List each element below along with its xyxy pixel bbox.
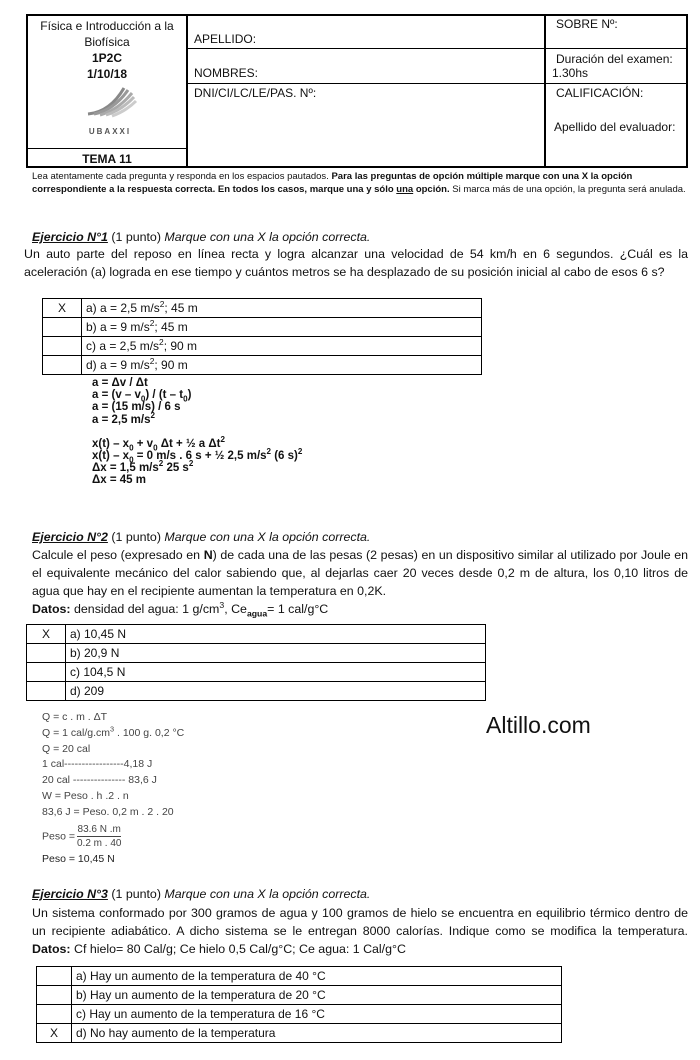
course-code: 1P2C — [91, 51, 123, 65]
ex1-work-line: $x(t) - x_0 = 0$ m/s . 6 s + ½ 2,5 $m/s^2$ (6 s)$^2$ — [92, 447, 303, 465]
apellido-label: APELLIDO: — [194, 32, 257, 46]
ex2-work-result: Peso = 10,45 N — [42, 852, 115, 865]
ex2-options-table — [26, 624, 486, 701]
ex1-statement: Un auto parte del reposo en línea recta y logra alcanzar una velocidad de 54 km/h en 6 segundos. ¿Cuál es la aceleración (a) lograda en ese tiempo y cuántos metros se ha desplazado de su posición inicial al cabo de esos 6 s? — [24, 247, 688, 279]
option-mark-cell[interactable]: X — [37, 1024, 72, 1043]
option-row — [43, 337, 482, 356]
option-row — [43, 299, 482, 318]
option-row — [37, 1024, 562, 1043]
instructions-part-3: una — [396, 184, 414, 195]
option-text: a) a = 2,5 $m/s^2$; 45 m — [82, 299, 482, 318]
ex3-instruction: Marque con una X la opción correcta. — [164, 887, 371, 901]
option-text: b) 20,9 N — [66, 644, 486, 663]
option-mark-cell[interactable] — [43, 318, 82, 337]
ex1-work-line: a = (15 m/s) / 6 s — [92, 401, 181, 414]
exam-date: 1/10/18 — [86, 67, 128, 81]
ex2-statement: Calcule el peso (expresado en N) de cada una de las pesas (2 pesas) en un dispositivo similar al utilizado por Joule en el equivalente mecánico del calor sabiendo que, al dejarlas caer 20 veces desde 0,2 m de altura, los 0,10 litros de agua que hay en el recipiente aumentan la temperatura en 0,2K. — [32, 548, 688, 598]
option-text: b) a = 9 $m/s^2$; 45 m — [82, 318, 482, 337]
option-row — [37, 986, 562, 1005]
ex2-work-line: Q = c . m . ΔT — [42, 711, 108, 723]
exam-header — [26, 14, 688, 168]
ex1-heading — [32, 230, 370, 244]
option-mark-cell[interactable] — [37, 986, 72, 1005]
ex3-points: (1 punto) — [111, 887, 161, 901]
option-text: d) No hay aumento de la temperatura — [72, 1024, 562, 1043]
option-text: b) Hay un aumento de la temperatura de 20 °C — [72, 986, 562, 1005]
option-row — [37, 1005, 562, 1024]
option-row — [27, 682, 486, 701]
ex2-work-line: 1 cal-----------------4,18 J — [42, 758, 153, 771]
instructions-part-2: Para las preguntas de opción múltiple marque con una X la opción correspondiente a la respuesta correcta. En todos los casos, marque una y sólo — [32, 171, 633, 195]
calificacion-label: CALIFICACIÓN: — [556, 86, 644, 100]
option-row — [27, 663, 486, 682]
option-row — [37, 967, 562, 986]
duracion-value: 1.30hs — [552, 66, 589, 80]
ex1-work-line: a = 2,5 $m/s^2$ — [92, 410, 155, 426]
header-course-info — [28, 16, 188, 166]
ex1-work-line: $a = (v - v_0) / (t - t_0)$ — [92, 389, 192, 404]
ex1-work — [92, 377, 302, 487]
ex3-title: Ejercicio N°3 — [32, 887, 108, 901]
uba-logo-icon — [80, 84, 140, 118]
option-mark-cell[interactable] — [27, 682, 66, 701]
ex3-heading — [32, 887, 370, 901]
ex2-work-line: Peso = $\frac{83.6 N .m}{0.2 m . 40}$ — [42, 823, 122, 849]
subject-line-1: Física e Introducción a la — [40, 19, 174, 33]
ex2-work-line: Q = 20 cal — [42, 742, 91, 755]
uba-logo — [80, 84, 140, 134]
ex2-title: Ejercicio N°2 — [32, 530, 108, 544]
logo-text: UBAXXI — [88, 127, 132, 136]
ex3-options-table — [36, 966, 562, 1043]
option-mark-cell[interactable] — [37, 967, 72, 986]
ex2-instruction: Marque con una X la opción correcta. — [164, 530, 371, 544]
sobre-label: SOBRE Nº: — [556, 17, 618, 31]
instructions-part-4: opción. — [415, 184, 450, 195]
ex2-work-line: W = Peso . h .2 . n — [42, 789, 129, 802]
option-mark-cell[interactable] — [27, 644, 66, 663]
option-text: d) 209 — [66, 682, 486, 701]
instructions-part-1: Lea atentamente cada pregunta y responda en los espacios pautados. — [32, 171, 329, 182]
option-text: a) Hay un aumento de la temperatura de 40 °C — [72, 967, 562, 986]
dni-label: DNI/CI/LC/LE/PAS. Nº: — [194, 86, 317, 100]
ex2-work-line: 83,6 J = Peso. 0,2 m . 2 . 20 — [42, 805, 174, 818]
option-row — [43, 356, 482, 375]
option-row — [43, 318, 482, 337]
option-text: c) Hay un aumento de la temperatura de 16 °C — [72, 1005, 562, 1024]
option-mark-cell[interactable] — [43, 356, 82, 375]
header-grading-fields — [546, 16, 686, 166]
ex2-points: (1 punto) — [111, 530, 161, 544]
ex2-work — [42, 710, 184, 867]
nombres-label: NOMBRES: — [194, 66, 259, 80]
ex3-statement: Un sistema conformado por 300 gramos de agua y 100 gramos de hielo se encuentra en equilibrio térmico dentro de un recipiente adiabático. A dicho sistema se le entregan 8000 calorías. Indique como se modifica la temperatura. Datos: Cf hielo= 80 Cal/g; Ce hielo 0,5 Cal/g°C; Ce agua: 1 Cal/g°C — [32, 906, 688, 956]
subject-line-2: Biofísica — [84, 35, 130, 49]
option-mark-cell[interactable] — [43, 337, 82, 356]
watermark: Altillo.com — [486, 712, 591, 738]
option-mark-cell[interactable] — [37, 1005, 72, 1024]
option-mark-cell[interactable]: X — [43, 299, 82, 318]
ex1-options-table — [42, 298, 482, 375]
ex2-heading — [32, 530, 370, 544]
ex2-work-line: Q = 1 cal/$g.cm^3$ . 100 g. 0,2 °C — [42, 724, 185, 739]
ex1-work-line: Δx = 45 m — [92, 474, 146, 487]
ex1-points: (1 punto) — [111, 230, 161, 244]
instructions-part-5: Si marca más de una opción, la pregunta será anulada. — [452, 184, 686, 195]
option-mark-cell[interactable] — [27, 663, 66, 682]
option-text: c) a = 2,5 $m/s^2$; 90 m — [82, 337, 482, 356]
evaluador-label: Apellido del evaluador: — [554, 120, 676, 134]
header-student-fields — [188, 16, 546, 166]
option-row — [27, 625, 486, 644]
ex2-datos: Datos: densidad del agua: 1 $g/cm^3$, $Ce_{agua}= 1$ cal/g°C — [32, 599, 329, 619]
option-text: a) 10,45 N — [66, 625, 486, 644]
instructions — [32, 170, 688, 196]
ex1-work-line: $x(t) - x_0 + v_0$ Δt + ½ a $\Delta t^2$ — [92, 434, 225, 453]
ex1-work-line: a = Δv / Δt — [92, 377, 148, 389]
ex1-title: Ejercicio N°1 — [32, 230, 108, 244]
option-row — [27, 644, 486, 663]
ex1-instruction: Marque con una X la opción correcta. — [164, 230, 371, 244]
tema-label: TEMA 11 — [82, 152, 132, 166]
option-mark-cell[interactable]: X — [27, 625, 66, 644]
ex2-work-line: 20 cal --------------- 83,6 J — [42, 774, 157, 787]
ex1-work-line: Δx = 1,5 $m/s^2$ 25 $s^2$ — [92, 459, 194, 475]
duracion-label: Duración del examen: — [556, 52, 673, 66]
option-text: c) 104,5 N — [66, 663, 486, 682]
option-text: d) a = 9 $m/s^2$; 90 m — [82, 356, 482, 375]
